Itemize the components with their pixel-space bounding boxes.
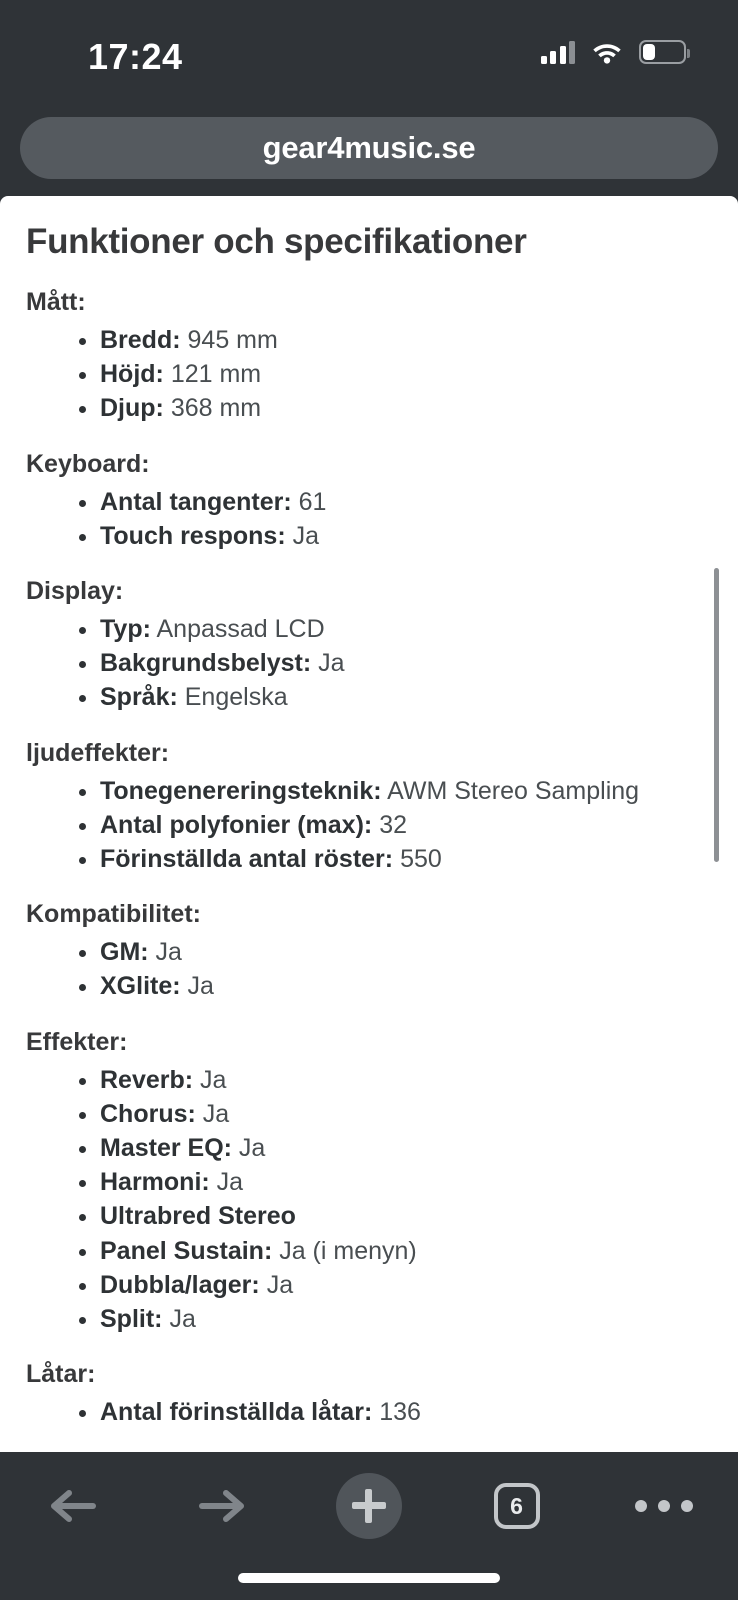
spec-label: Språk: <box>100 683 178 712</box>
section-heading: Kompatibilitet: <box>26 900 201 929</box>
cellular-signal-icon <box>541 40 576 64</box>
spec-value: AWM Stereo Sampling <box>381 776 640 805</box>
spec-list-item <box>26 1097 714 1131</box>
spec-label: XGlite: <box>100 972 181 1001</box>
spec-list-item <box>26 646 714 680</box>
spec-value: 550 <box>393 845 442 874</box>
spec-value: Ja <box>311 649 345 678</box>
spec-list-item <box>26 935 714 969</box>
spec-label: Antal förinställda låtar: <box>100 1398 373 1427</box>
url-bar[interactable] <box>20 117 718 179</box>
spec-list-item <box>26 1268 714 1302</box>
spec-value: 136 <box>372 1398 421 1427</box>
spec-value: Ja <box>231 1134 266 1163</box>
spec-value: Ja <box>193 1065 227 1094</box>
spec-label: Höjd: <box>100 360 164 389</box>
back-button[interactable] <box>0 1452 148 1560</box>
spec-list <box>26 1395 714 1429</box>
section-heading: Effekter: <box>26 1027 128 1056</box>
spec-label: Tonegenereringsteknik: <box>100 776 382 805</box>
page-title: Funktioner och specifikationer <box>26 222 527 261</box>
spec-list-item <box>26 1131 714 1165</box>
spec-list-item <box>26 357 714 391</box>
browser-toolbar <box>0 1452 738 1600</box>
spec-value: Engelska <box>177 683 288 712</box>
section-heading: Mått: <box>26 288 86 316</box>
tabs-button[interactable] <box>443 1452 591 1560</box>
spec-label: Chorus: <box>100 1099 196 1128</box>
url-text: gear4music.se <box>262 130 476 165</box>
status-bar-icons <box>541 40 687 64</box>
spec-list-item <box>26 969 714 1003</box>
spec-label: Bakgrundsbelyst: <box>100 649 312 678</box>
spec-label: Antal polyfonier (max): <box>100 810 373 839</box>
status-bar <box>0 0 738 108</box>
spec-label: Master EQ: <box>100 1134 232 1163</box>
spec-label: Bredd: <box>100 326 181 354</box>
spec-label: Panel Sustain: <box>100 1236 273 1265</box>
spec-value: Ja <box>162 1305 196 1334</box>
spec-list-item <box>26 842 714 876</box>
spec-list-item <box>26 680 714 714</box>
spec-label: Typ: <box>100 615 151 644</box>
spec-list-item <box>26 612 714 646</box>
spec-value: 32 <box>372 810 408 839</box>
more-button[interactable] <box>590 1452 738 1560</box>
home-indicator[interactable] <box>238 1573 500 1583</box>
page-content <box>0 196 738 1429</box>
arrow-left-icon <box>51 1486 97 1526</box>
spec-list <box>26 323 714 426</box>
spec-label: Antal tangenter: <box>100 487 292 516</box>
spec-list <box>26 935 714 1003</box>
spec-list-item <box>26 1302 714 1336</box>
spec-list-item <box>26 1063 714 1097</box>
spec-list-item <box>26 774 714 808</box>
spec-list-item <box>26 808 714 842</box>
spec-label: Harmoni: <box>100 1168 210 1197</box>
spec-value: 61 <box>291 487 327 516</box>
spec-list <box>26 485 714 553</box>
spec-list-item <box>26 1234 714 1268</box>
ellipsis-icon <box>635 1500 693 1512</box>
spec-list <box>26 774 714 877</box>
spec-value: Ja <box>180 972 214 1001</box>
spec-value: Ja <box>259 1270 294 1299</box>
spec-list-item <box>26 323 714 357</box>
spec-label: Förinställda antal röster: <box>100 845 394 874</box>
spec-list-item <box>26 1165 714 1199</box>
spec-label: GM: <box>100 938 149 967</box>
spec-value: Ja (i menyn) <box>272 1236 417 1265</box>
vertical-scrollbar[interactable] <box>714 568 719 862</box>
spec-list <box>26 1063 714 1337</box>
forward-button[interactable] <box>148 1452 296 1560</box>
spec-list <box>26 612 714 715</box>
new-tab-button[interactable] <box>295 1452 443 1560</box>
spec-list-item <box>26 485 714 519</box>
spec-label: Reverb: <box>100 1065 194 1094</box>
spec-value: Ja <box>285 521 320 550</box>
spec-value: Ja <box>209 1168 244 1197</box>
spec-label: Ultrabred Stereo <box>100 1202 296 1231</box>
section-heading: Låtar: <box>26 1360 96 1389</box>
spec-value: 368 mm <box>163 394 262 423</box>
status-bar-time: 17:24 <box>88 36 183 77</box>
spec-sections <box>26 288 714 1429</box>
spec-label: Split: <box>100 1305 163 1334</box>
spec-list-item <box>26 519 714 553</box>
spec-label: Dubbla/lager: <box>100 1270 260 1299</box>
spec-value: Ja <box>195 1099 230 1128</box>
spec-value: 945 mm <box>180 326 278 354</box>
spec-list-item <box>26 391 714 425</box>
plus-icon <box>336 1473 402 1539</box>
wifi-icon <box>592 41 622 64</box>
spec-value: 121 mm <box>163 360 262 389</box>
arrow-right-icon <box>198 1486 244 1526</box>
tabs-icon <box>494 1483 540 1529</box>
spec-label: Djup: <box>100 394 164 423</box>
section-heading: Display: <box>26 577 124 606</box>
web-page-viewport[interactable] <box>0 196 738 1452</box>
tabs-count: 6 <box>510 1492 523 1519</box>
spec-list-item <box>26 1199 714 1233</box>
spec-value: Anpassad LCD <box>150 615 325 644</box>
spec-label: Touch respons: <box>100 521 286 550</box>
battery-icon <box>639 40 686 64</box>
section-heading: ljudeffekter: <box>26 738 170 767</box>
spec-value: Ja <box>148 938 182 967</box>
spec-list-item <box>26 1395 714 1429</box>
section-heading: Keyboard: <box>26 449 150 478</box>
